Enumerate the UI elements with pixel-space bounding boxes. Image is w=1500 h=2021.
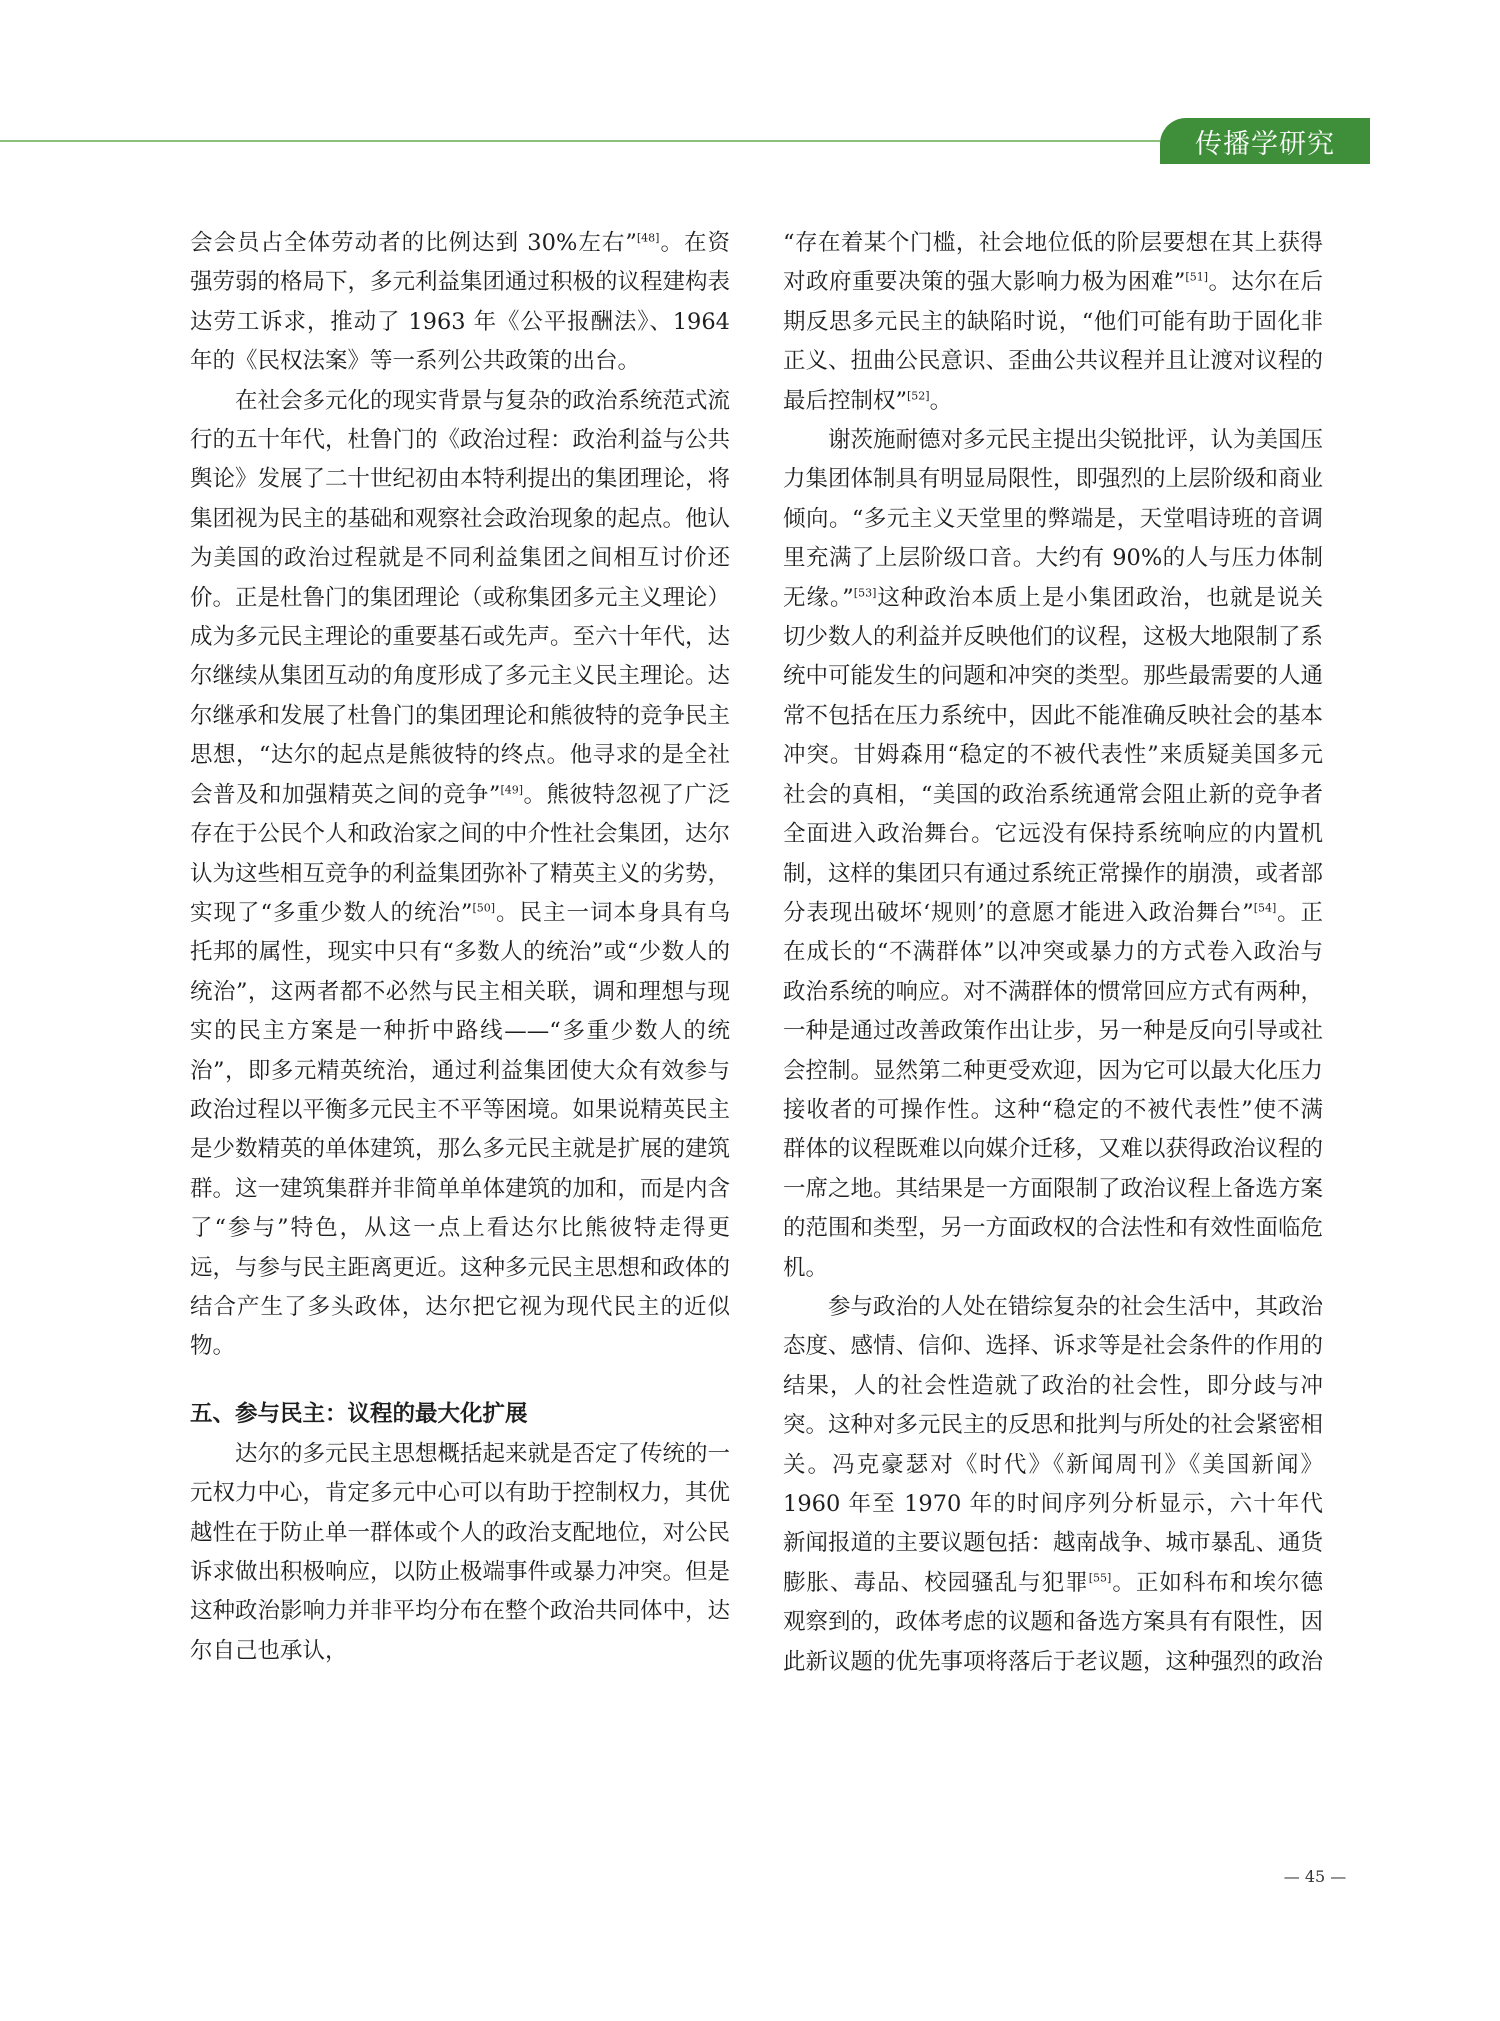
text-run: 这种政治本质上是小集团政治，也就是说关切少数人的利益并反映他们的议程，这极大地限制了系统中可能发生的问题和冲突的类型。那些最需要的人通常不包括在压力系统中，因此不能准确反映社会的基本冲突。甘姆森用“稳定的不被代表性”来质疑美国多元社会的真相，“美国的政治系统通常会阻止新的竞争者全面进入政治舞台。它远没有保持系统响应的内置机制，这样的集团只有通过系统正常操作的崩溃，或者部分表现出破坏‘规则’的意愿才能进入政治舞台” [783,584,1324,926]
paragraph [190,1435,730,1671]
section-title: 传播学研究 [1195,128,1335,160]
text-run: 谢茨施耐德对多元民主提出尖锐批评，认为美国压力集团体制具有明显局限性，即强烈的上层阶级和商业倾向。“多元主义天堂里的弊端是，天堂唱诗班的音调里充满了上层阶级口音。大约有 90%的人与压力体制无缘。” [783,427,1324,611]
section-heading: 五、参与民主：议程的最大化扩展 [190,1400,528,1427]
citation-ref: [55] [1088,1571,1112,1585]
citation-ref: [52] [907,389,930,403]
text-run: 。民主一词本身具有乌托邦的属性，现实中只有“多数人的统治”或“少数人的统治”，这两者都不必然与民主相关联，调和理想与现实的民主方案是一种折中路线——“多重少数人的统治”，即多元精英统治，通过利益集团使大众有效参与政治过程以平衡多元民主不平等困境。如果说精英民主是少数精英的单体建筑，那么多元民主就是扩展的建筑群。这一建筑集群并非简单单体建筑的加和，而是内含了“参与”特色，从这一点上看达尔比熊彼特走得更远，与参与民主距离更近。这种多元民主思想和政体的结合产生了多头政体，达尔把它视为现代民主的近似物。 [190,899,731,1360]
text-run: 参与政治的人处在错综复杂的社会生活中，其政治态度、感情、信仰、选择、诉求等是社会条件的作用的结果，人的社会性造就了政治的社会性，即分歧与冲突。这种对多元民主的反思和批判与所处的社会紧密相关。冯克豪瑟对《时代》《新闻周刊》《美国新闻》1960 年至 1970 年的时间序列分析显示，六十年代新闻报道的主要议题包括：越南战争、城市暴乱、通货膨胀、毒品、校园骚乱与犯罪 [783,1293,1324,1596]
header-rule [0,140,1160,142]
paragraph [190,224,730,382]
text-run: 会会员占全体劳动者的比例达到 30%左右” [190,230,637,256]
text-run: 。正在成长的“不满群体”以冲突或暴力的方式卷入政治与政治系统的响应。对不满群体的惯常回应方式有两种，一种是通过改善政策作出让步，另一种是反向引导或社会控制。显然第二种更受欢迎，因为它可以最大化压力接收者的可操作性。这种“稳定的不被代表性”使不满群体的议程既难以向媒介迁移，又难以获得政治议程的一席之地。其结果是一方面限制了政治议程上备选方案的范围和类型，另一方面政权的合法性和有效性面临危机。 [783,899,1324,1281]
text-run: 。 [929,387,953,414]
paragraph [783,1288,1323,1682]
text-run: 。在资强劳弱的格局下，多元利益集团通过积极的议程建构表达劳工诉求，推动了 1963 年《公平报酬法》、1964 年的《民权法案》等一系列公共政策的出台。 [190,230,731,375]
left-column [190,224,730,1671]
right-column [783,224,1323,1682]
citation-ref: [54] [1253,901,1277,915]
citation-ref: [53] [853,586,877,600]
text-run: 达尔的多元民主思想概括起来就是否定了传统的一元权力中心，肯定多元中心可以有助于控制权力，其优越性在于防止单一群体或个人的政治支配地位，对公民诉求做出积极响应，以防止极端事件或暴力冲突。但是这种政治影响力并非平均分布在整个政治共同体中，达尔自己也承认， [190,1440,731,1664]
paragraph [783,421,1323,1288]
text-run: 。熊彼特忽视了广泛存在于公民个人和政治家之间的中介性社会集团，达尔认为这些相互竞争的利益集团弥补了精英主义的劣势，实现了“多重少数人的统治” [190,781,731,926]
text-run: 在社会多元化的现实背景与复杂的政治系统范式流行的五十年代，杜鲁门的《政治过程：政治利益与公共舆论》发展了二十世纪初由本特利提出的集团理论，将集团视为民主的基础和观察社会政治现象的起点。他认为美国的政治过程就是不同利益集团之间相互讨价还价。正是杜鲁门的集团理论（或称集团多元主义理论）成为多元民主理论的重要基石或先声。至六十年代，达尔继续从集团互动的角度形成了多元主义民主理论。达尔继承和发展了杜鲁门的集团理论和熊彼特的竞争民主思想，“达尔的起点是熊彼特的终点。他寻求的是全社会普及和加强精英之间的竞争” [190,387,731,808]
text-run: 。达尔在后期反思多元民主的缺陷时说，“他们可能有助于固化非正义、扭曲公民意识、歪曲公共议程并且让渡对议程的最后控制权” [783,269,1324,414]
citation-ref: [48] [636,231,660,245]
citation-ref: [49] [500,783,524,797]
text-run: “存在着某个门槛，社会地位低的阶层要想在其上获得对政府重要决策的强大影响力极为困难” [783,230,1323,296]
text-run: 。正如科布和埃尔德观察到的，政体考虑的议题和备选方案具有有限性，因此新议题的优先事项将落后于老议题，这种强烈的政治 [783,1569,1324,1675]
paragraph [783,224,1323,421]
citation-ref: [51] [1185,270,1209,284]
section-title-tab [1160,118,1370,164]
paragraph [190,382,730,1367]
page-number: — 45 — [1283,1867,1347,1886]
citation-ref: [50] [472,901,496,915]
